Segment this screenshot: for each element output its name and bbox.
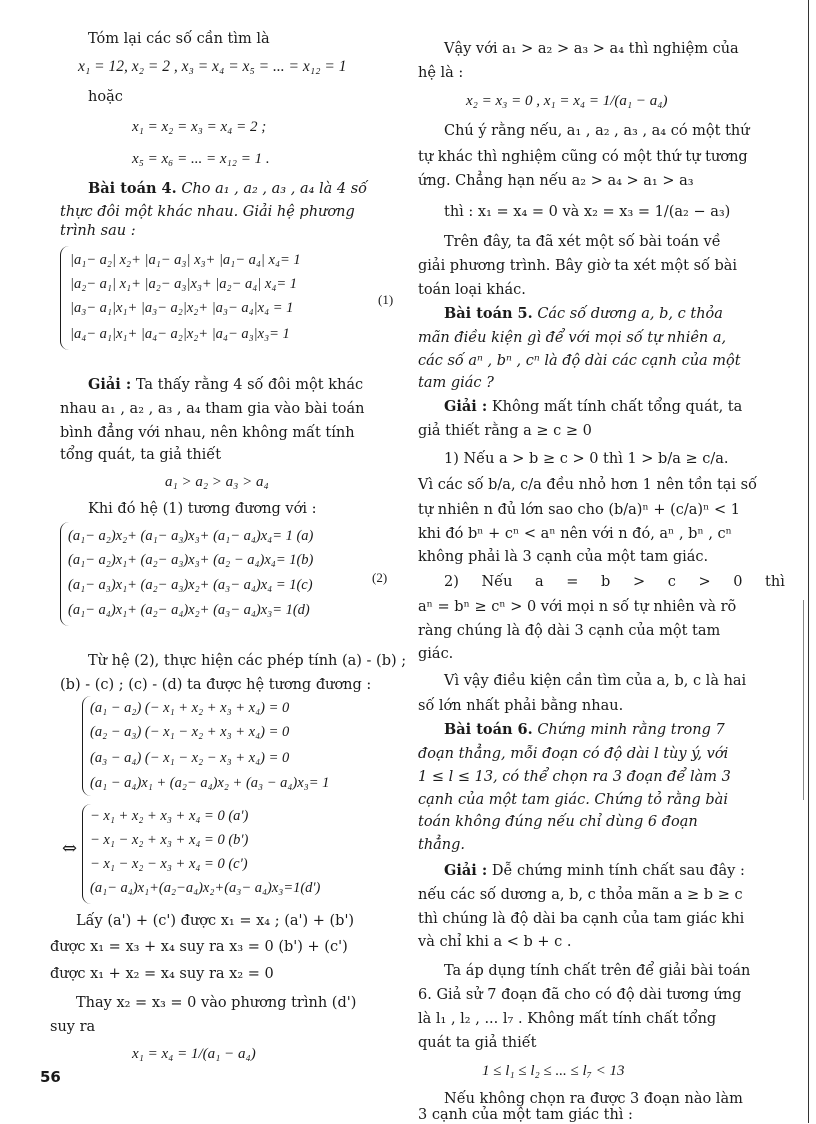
text-line: thì : x₁ = x₄ = 0 và x₂ = x₃ = 1/(a₂ − a₃) — [444, 204, 731, 220]
text-line: không phải là 3 cạnh của một tam giác. — [418, 549, 709, 565]
text-line: hoặc — [88, 89, 123, 105]
solution-label: Giải : — [88, 376, 132, 393]
problem-6-heading — [444, 721, 725, 739]
equation-line: x₅ = x₆ = ... = x₁₂ = 1 . — [132, 151, 270, 167]
text-line: 6. Giả sử 7 đoạn đã cho có độ dài tương ứng — [418, 987, 742, 1003]
equation-tag: (2) — [372, 570, 388, 585]
text-line: toán không đúng nếu chỉ dùng 6 đoạn — [418, 814, 698, 830]
text-line: khi đó bⁿ + cⁿ < aⁿ nên với n đó, aⁿ , bⁿ , cⁿ — [418, 526, 732, 542]
problem-4-heading — [88, 180, 367, 198]
solution-text: Dễ chứng minh tính chất sau đây : — [491, 863, 745, 879]
equation-line: x₁ = x₂ = x₃ = x₄ = 2 ; — [132, 119, 267, 135]
system-3-eq: (a₁ − a₂) (− x₁ + x₂ + x₃ + x₄) = 0 — [90, 700, 290, 716]
text-line: suy ra — [50, 1019, 96, 1035]
system-2-eq: (a₁− a₄)x₁+ (a₂− a₄)x₂+ (a₃− a₄)x₃= 1(d) — [68, 602, 310, 618]
system-1-eq: |a₄− a₁|x₁+ |a₄− a₂|x₂+ |a₄− a₃|x₃= 1 — [70, 326, 290, 342]
text-line: thực đôi một khác nhau. Giải hệ phương — [60, 204, 355, 220]
solution-heading — [444, 398, 742, 416]
problem-5-title: Bài toán 5. — [444, 305, 533, 322]
system-2-eq: (a₁− a₃)x₁+ (a₂− a₃)x₂+ (a₃− a₄)x₄ = 1(c) — [68, 577, 313, 593]
text-line: thẳng. — [418, 837, 466, 853]
text-line: tự khác thì nghiệm cũng có một thứ tự tương — [418, 149, 748, 165]
text-line: hệ là : — [418, 65, 464, 81]
text-line: aⁿ = bⁿ ≥ cⁿ > 0 với mọi n số tự nhiên và rõ — [418, 599, 737, 615]
text-line: trình sau : — [60, 223, 136, 239]
page-number: 56 — [40, 1068, 61, 1086]
equation-line: x₁ = x₄ = 1/(a₁ − a₄) — [132, 1046, 256, 1062]
text-line: mãn điều kiện gì để với mọi số tự nhiên a, — [418, 330, 727, 346]
solution-text: Không mất tính chất tổng quát, ta — [491, 399, 743, 415]
system-4-eq: (a₁− a₄)x₁+(a₂−a₄)x₂+(a₃− a₄)x₃=1(d') — [90, 880, 321, 896]
system-3-eq: (a₃ − a₄) (− x₁ − x₂ − x₃ + x₄) = 0 — [90, 750, 290, 766]
text-line: nếu các số dương a, b, c thỏa mãn a ≥ b ≥ c — [418, 887, 743, 903]
text-line: giả thiết rằng a ≥ c ≥ 0 — [418, 423, 592, 439]
text-line: ứng. Chẳng hạn nếu a₂ > a₄ > a₁ > a₃ — [418, 173, 694, 189]
text-line: quát ta giả thiết — [418, 1035, 537, 1051]
equation-line: a₁ > a₂ > a₃ > a₄ — [165, 474, 269, 490]
text-line: cạnh của một tam giác. Chứng tỏ rằng bài — [418, 792, 728, 808]
text-line: Ta áp dụng tính chất trên để giải bài toán — [444, 963, 751, 979]
text-line: Nếu không chọn ra được 3 đoạn nào làm — [444, 1091, 743, 1107]
text-line: ràng chúng là độ dài 3 cạnh của một tam — [418, 623, 721, 639]
text-line: Thay x₂ = x₃ = 0 vào phương trình (d') — [76, 995, 357, 1011]
text-line: Lấy (a') + (c') được x₁ = x₄ ; (a') + (b') — [76, 913, 355, 929]
problem-4-title: Bài toán 4. — [88, 180, 177, 197]
system-1-eq: |a₃− a₁|x₁+ |a₃− a₂|x₂+ |a₃− a₄|x₄ = 1 — [70, 300, 294, 316]
text-line: và chỉ khi a < b + c . — [418, 934, 572, 950]
solution-text: Ta thấy rằng 4 số đôi một khác — [135, 377, 364, 393]
page-edge-line — [808, 0, 809, 1123]
text-line: bình đẳng với nhau, nên không mất tính — [60, 425, 355, 441]
text-line: giải phương trình. Bây giờ ta xét một số bài — [418, 258, 738, 274]
equation-tag: (1) — [378, 292, 394, 307]
solution-label: Giải : — [444, 398, 488, 415]
text-line: được x₁ = x₃ + x₄ suy ra x₃ = 0 (b') + (c') — [50, 939, 348, 955]
equation-line: 1 ≤ l₁ ≤ l₂ ≤ ... ≤ l₇ < 13 — [482, 1063, 625, 1079]
system-brace — [60, 246, 69, 350]
system-2-eq: (a₁− a₂)x₁+ (a₂− a₃)x₃+ (a₂ − a₄)x₄= 1(b) — [68, 552, 314, 568]
system-3-eq: (a₂ − a₃) (− x₁ − x₂ + x₃ + x₄) = 0 — [90, 724, 290, 740]
problem-6-title: Bài toán 6. — [444, 721, 533, 738]
text-line: Trên đây, ta đã xét một số bài toán về — [444, 234, 721, 250]
equation-line: x₂ = x₃ = 0 , x₁ = x₄ = 1/(a₁ − a₄) — [466, 93, 668, 109]
text-line: giác. — [418, 646, 454, 662]
problem-6-text: Chứng minh rằng trong 7 — [537, 722, 725, 738]
solution-label: Giải : — [444, 862, 488, 879]
text-line: các số aⁿ , bⁿ , cⁿ là độ dài các cạnh của một — [418, 353, 741, 369]
text-line: Chú ý rằng nếu, a₁ , a₂ , a₃ , a₄ có một thứ — [444, 123, 750, 139]
text-line: tổng quát, ta giả thiết — [60, 447, 222, 463]
system-4-eq: − x₁ − x₂ − x₃ + x₄ = 0 (c') — [90, 856, 248, 872]
text-line: Khi đó hệ (1) tương đương với : — [88, 501, 317, 517]
text-line: được x₁ + x₂ = x₄ suy ra x₂ = 0 — [50, 966, 274, 982]
text-line: tự nhiên n đủ lớn sao cho (b/a)ⁿ + (c/a)ⁿ < 1 — [418, 502, 740, 518]
problem-5-text: Các số dương a, b, c thỏa — [537, 306, 723, 322]
text-line: Vậy với a₁ > a₂ > a₃ > a₄ thì nghiệm của — [444, 41, 739, 57]
text-line: nhau a₁ , a₂ , a₃ , a₄ tham gia vào bài toán — [60, 401, 365, 417]
system-4-eq: − x₁ − x₂ + x₃ + x₄ = 0 (b') — [90, 832, 249, 848]
text-line: Vì vậy điều kiện cần tìm của a, b, c là hai — [444, 673, 747, 689]
solution-heading — [88, 376, 363, 394]
system-1-eq: |a₂− a₁| x₁+ |a₂− a₃|x₃+ |a₂− a₄| x₄= 1 — [70, 276, 298, 292]
page-edge-line — [803, 600, 804, 800]
system-2-eq: (a₁− a₂)x₂+ (a₁− a₃)x₃+ (a₁− a₄)x₄= 1 (a) — [68, 528, 314, 544]
text-line: toán loại khác. — [418, 282, 526, 298]
text-line: 3 cạnh của một tam giác thì : — [418, 1107, 633, 1123]
text-line: 1) Nếu a > b ≥ c > 0 thì 1 > b/a ≥ c/a. — [444, 451, 729, 467]
equation-line: x₁ = 12, x₂ = 2 , x₃ = x₄ = x₅ = ... = x₁₂ = 1 — [78, 58, 347, 75]
text-line: Vì các số b/a, c/a đều nhỏ hơn 1 nên tồn tại số — [418, 477, 757, 493]
text-line: Tóm lại các số cần tìm là — [88, 31, 270, 47]
equivalence-arrow: ⇔ — [62, 838, 78, 859]
text-line: tam giác ? — [418, 375, 494, 391]
solution-heading — [444, 862, 745, 880]
system-1-eq: |a₁− a₂| x₂+ |a₁− a₃| x₃+ |a₁− a₄| x₄= 1 — [70, 252, 301, 268]
text-line: (b) - (c) ; (c) - (d) ta được hệ tương đương : — [60, 677, 372, 693]
system-3-eq: (a₁ − a₄)x₁ + (a₂− a₄)x₂ + (a₃ − a₄)x₃= 1 — [90, 775, 330, 791]
problem-5-heading — [444, 305, 723, 323]
text-line: đoạn thẳng, mỗi đoạn có độ dài l tùy ý, với — [418, 746, 729, 762]
text-line: thì chúng là độ dài ba cạnh của tam giác khi — [418, 911, 745, 927]
text-line: là l₁ , l₂ , ... l₇ . Không mất tính chất tổng — [418, 1011, 717, 1027]
text-line: số lớn nhất phải bằng nhau. — [418, 698, 624, 714]
text-line: 1 ≤ l ≤ 13, có thể chọn ra 3 đoạn để làm 3 — [418, 769, 731, 785]
system-4-eq: − x₁ + x₂ + x₃ + x₄ = 0 (a') — [90, 808, 249, 824]
problem-4-text: Cho a₁ , a₂ , a₃ , a₄ là 4 số — [181, 181, 368, 197]
text-line: Từ hệ (2), thực hiện các phép tính (a) - (b) ; — [88, 653, 407, 669]
text-line: 2) Nếu a = b > c > 0 thì — [444, 574, 785, 590]
